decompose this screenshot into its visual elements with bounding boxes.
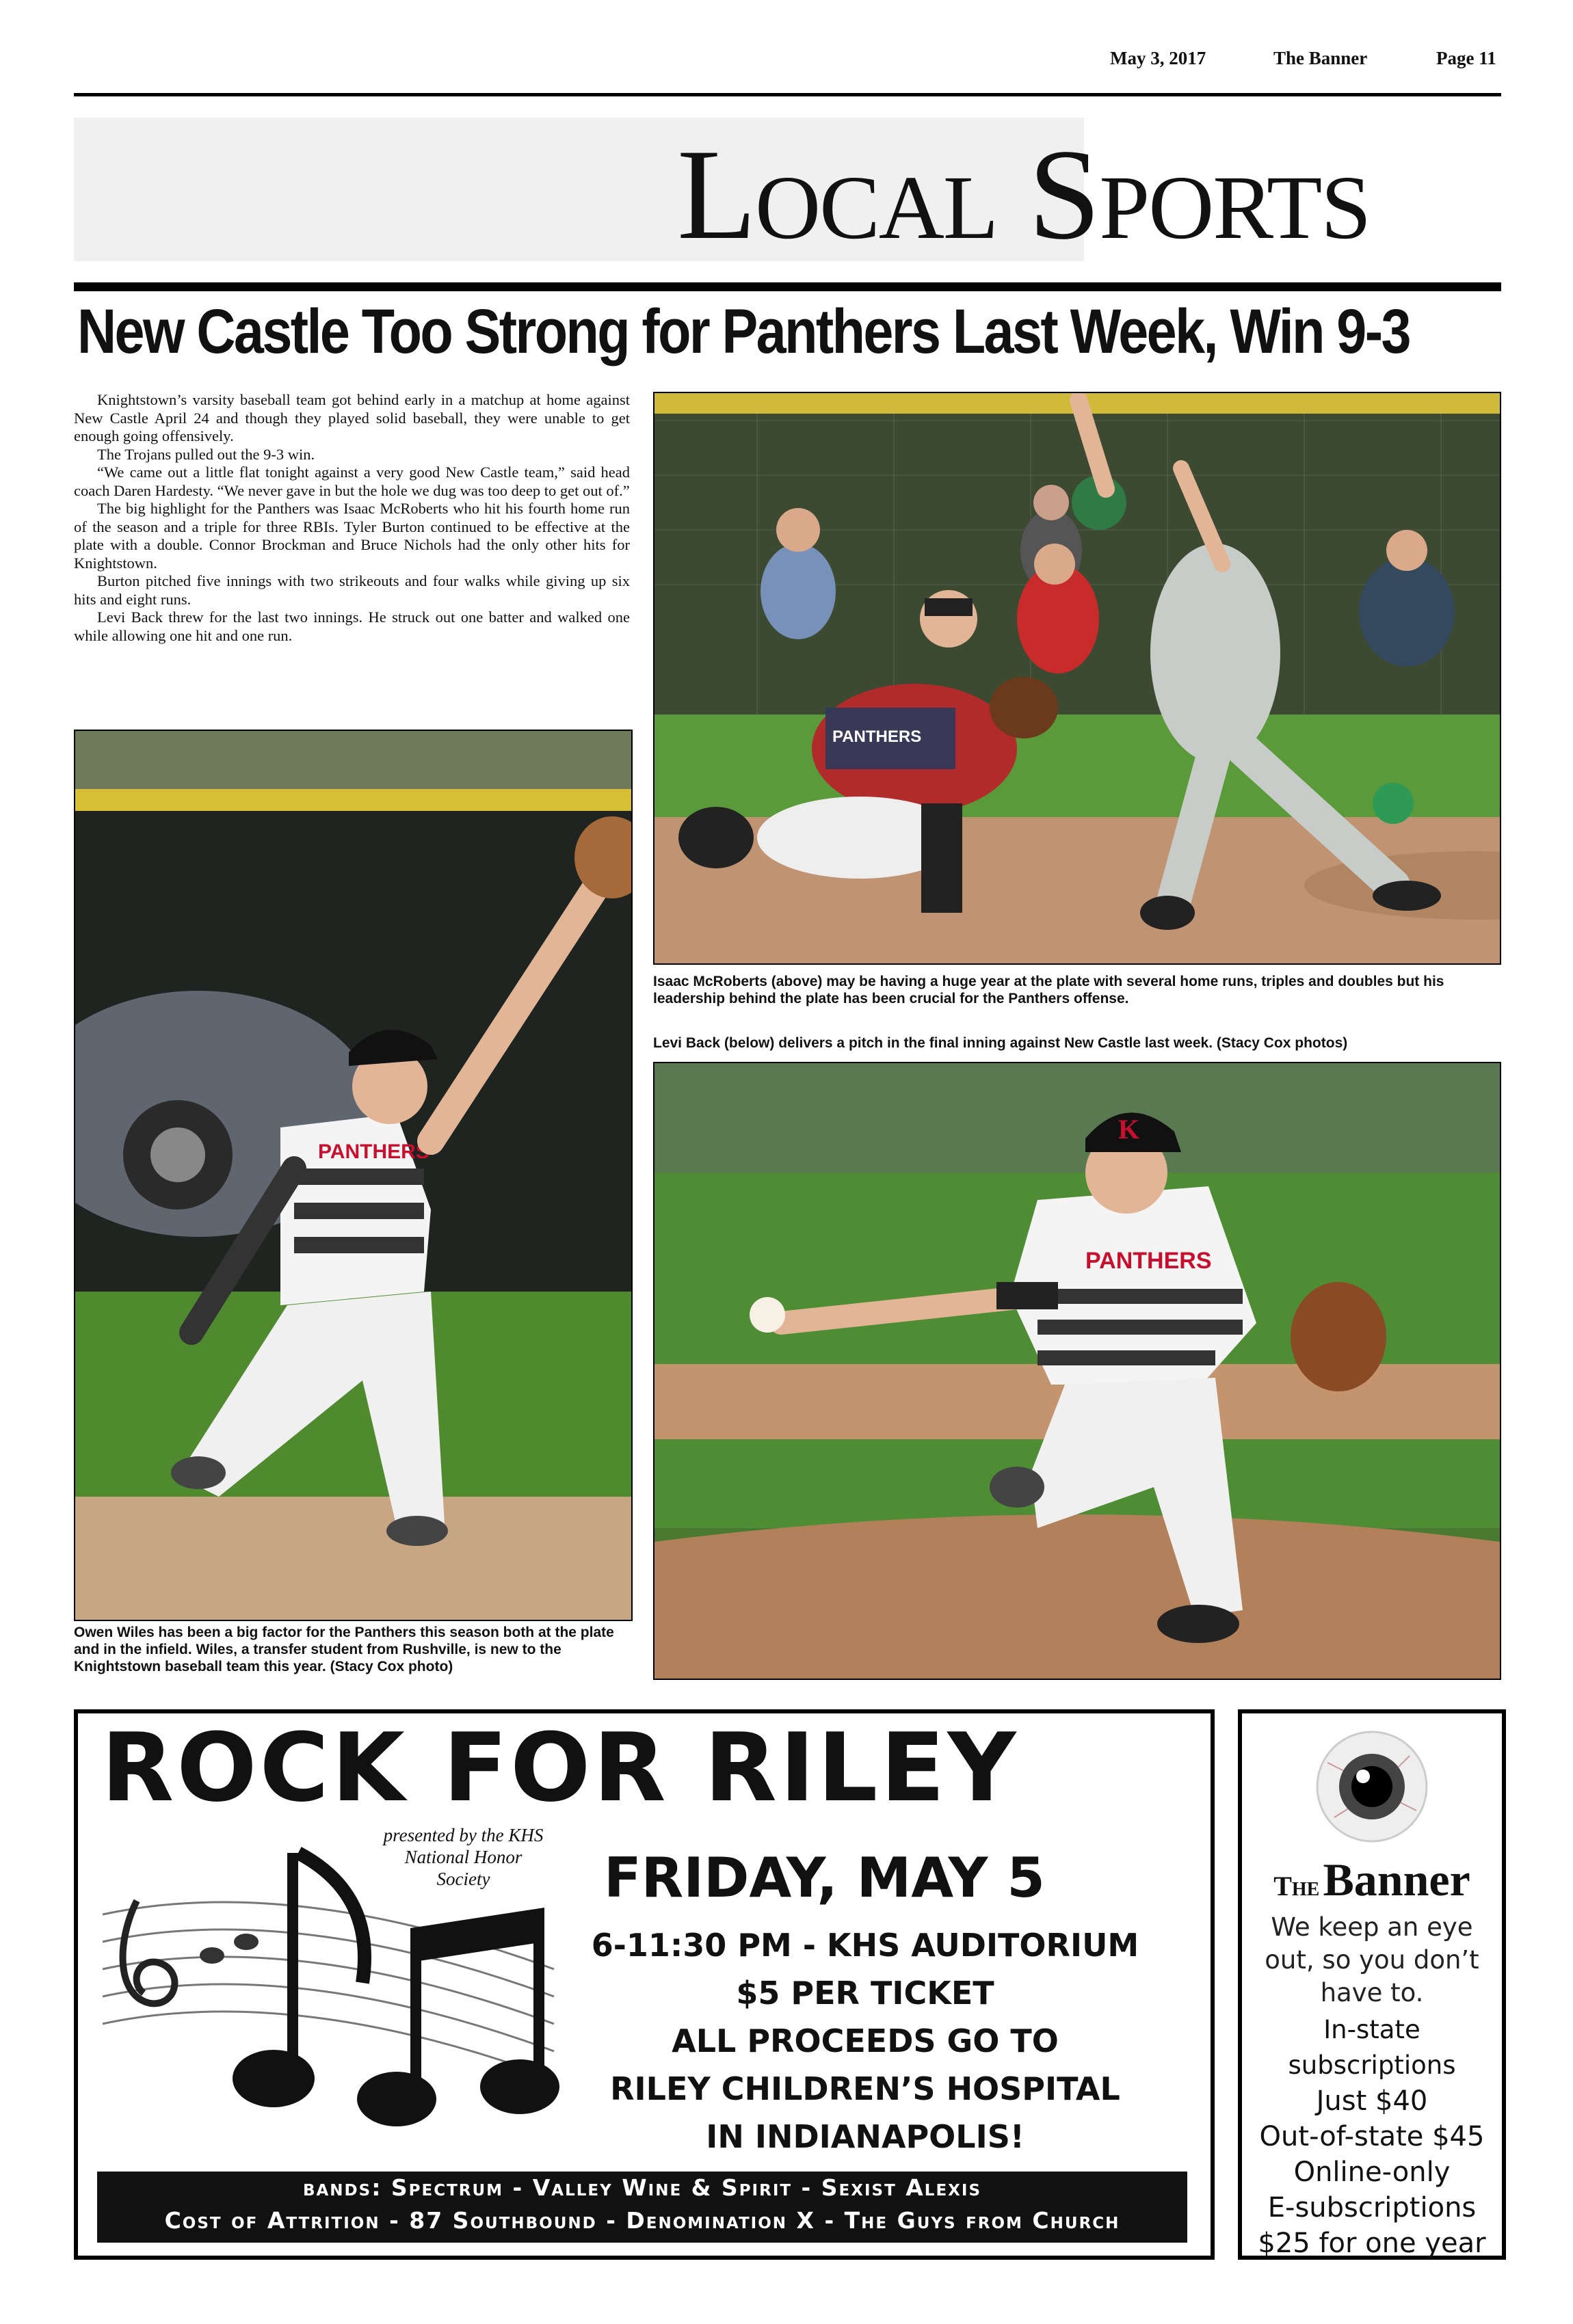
ad-city-line: IN INDIANAPOLIS! [706, 2118, 1025, 2155]
subscription-box [1238, 1709, 1506, 2260]
bands-box [97, 2172, 1187, 2243]
article-paragraph: Levi Back threw for the last two innings. He struck out one batter and walked one while allowing one hit and one run. [74, 609, 630, 644]
ad-time-location: 6-11:30 PM - KHS AUDITORIUM [591, 1927, 1139, 1964]
paper-name: The Banner [1273, 48, 1368, 68]
pitcher-caption: Levi Back (below) delivers a pitch in the final inning against New Castle last week. (Stacy Cox photos) [653, 1035, 1348, 1051]
section-title: Local Sports [677, 123, 1371, 267]
catcher-photo [653, 392, 1501, 965]
online-label: Online-only [1293, 2156, 1451, 2188]
banner-logo [1242, 1853, 1502, 1907]
fielder-photo [74, 730, 633, 1621]
top-rule [74, 93, 1501, 96]
instate-label: In-state subscriptions [1288, 2015, 1456, 2080]
ad-presented-by: presented by the KHS National Honor Society [383, 1825, 544, 1889]
ad-date: FRIDAY, MAY 5 [604, 1846, 1045, 1910]
eye-icon [1314, 1728, 1430, 1845]
article-paragraph: The big highlight for the Panthers was Isaac McRoberts who hit his fourth home run of the season and a triple for three RBIs. Tyler Burton continued to be effective at the plate with a double. Connor Brockman and Bruce Nichols had the only other hits for Knightstown. [74, 500, 630, 572]
catcher-caption: Isaac McRoberts (above) may be having a huge year at the plate with several home runs, triples and doubles but his leadership behind the plate has been crucial for the Panthers offense. [653, 974, 1444, 1006]
pitcher-jersey-text: PANTHERS [1085, 1248, 1212, 1274]
banner-logo-name: Banner [1323, 1854, 1470, 1906]
issue-date: May 3, 2017 [1110, 48, 1206, 68]
fielder-caption: Owen Wiles has been a big factor for the Panthers this season both at the plate and in the infield. Wiles, a transfer student from Rushville, is new to the Knightstown baseball team this year. (Stacy Cox photo) [74, 1625, 614, 1674]
fielder-jersey-text: PANTHERS [318, 1140, 429, 1163]
outstate-price: Out-of-state $45 [1259, 2121, 1485, 2152]
fielder-photo-illustration [75, 731, 631, 1620]
page-number: Page 11 [1436, 48, 1496, 68]
instate-price: Just $40 [1316, 2085, 1428, 2117]
banner-rule [74, 282, 1501, 291]
ad-title: ROCK FOR RILEY [101, 1713, 1019, 1823]
article-paragraph: Knightstown’s varsity baseball team got behind early in a matchup at home against New Castle April 24 and though they played solid baseball, they were unable to get enough going offensively. [74, 391, 630, 444]
cap-letter: K [1118, 1114, 1140, 1145]
article-paragraph: “We came out a little flat tonight against a very good New Castle team,” said head coach Daren Hardesty. “We never gave in but the hole we dug was too deep to get out of.” [74, 464, 630, 499]
ad-hospital-line: RILEY CHILDREN’S HOSPITAL [610, 2070, 1120, 2107]
article-paragraph: The Trojans pulled out the 9-3 win. [97, 445, 315, 463]
esub-label: E-subscriptions [1267, 2192, 1477, 2223]
pitcher-photo [653, 1062, 1501, 1680]
catcher-photo-illustration [655, 393, 1500, 963]
esub-price: $25 for one year [1258, 2228, 1486, 2259]
headline: New Castle Too Strong for Panthers Last Week, Win 9-3 [77, 297, 1410, 366]
ad-proceeds-line: ALL PROCEEDS GO TO [672, 2022, 1059, 2059]
ad-ticket-price: $5 PER TICKET [736, 1975, 994, 2012]
bands-line-1: bands: Spectrum - Valley Wine & Spirit - Sexist Alexis [302, 2174, 982, 2201]
article-body [74, 391, 630, 645]
catcher-jersey-text: PANTHERS [832, 727, 922, 746]
article-paragraph: Burton pitched five innings with two strikeouts and four walks while giving up six hits and eight runs. [74, 572, 630, 608]
bands-line-2: Cost of Attrition - 87 Southbound - Denomination X - The Guys from Church [164, 2207, 1120, 2234]
pitcher-photo-illustration [655, 1063, 1500, 1679]
music-notes-icon [89, 1832, 568, 2133]
banner-tagline: We keep an eye out, so you don’t have to. [1265, 1912, 1479, 2007]
banner-logo-the: The [1273, 1871, 1320, 1901]
